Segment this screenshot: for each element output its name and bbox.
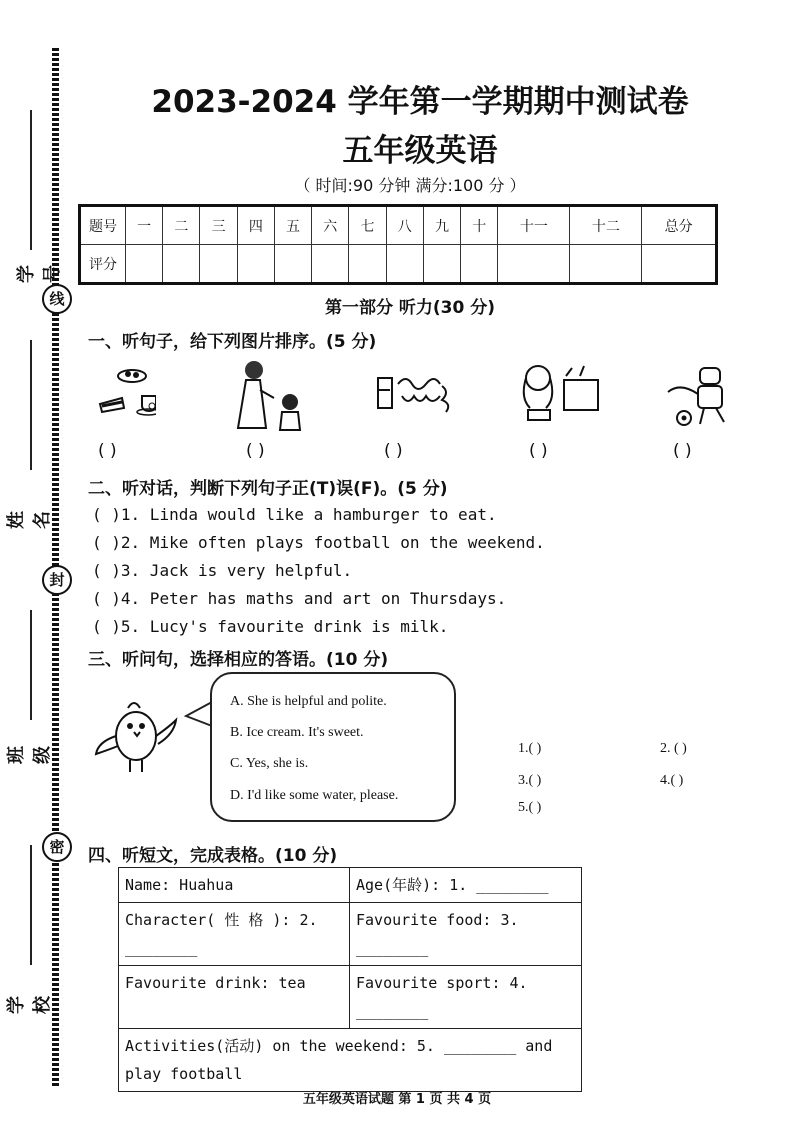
exam-subject: 五年级英语 [342, 133, 498, 169]
activities-line1: Activities(活动) on the weekend: 5. ________ and [125, 1037, 553, 1055]
picture-order-blank[interactable]: ( ) [98, 441, 117, 461]
answer-blank[interactable]: 3.( ) [518, 773, 542, 788]
binding-mark-mi: 密 [42, 832, 72, 862]
answer-blank[interactable]: 4.( ) [660, 773, 684, 788]
tf-question-text: 4. Peter has maths and art on Thursdays. [120, 589, 507, 608]
score-input-cell[interactable] [386, 245, 423, 284]
score-input-cell[interactable] [498, 245, 570, 284]
tf-question [92, 561, 352, 580]
school-rule [30, 845, 32, 965]
tf-question-text: 3. Jack is very helpful. [120, 561, 353, 580]
bird-icon [92, 696, 182, 778]
character-label: Character( 性 格 ): 2. [125, 911, 318, 929]
handwriting-picture-icon [372, 366, 458, 418]
tf-answer-blank[interactable]: ( ) [92, 617, 121, 636]
score-input-cell[interactable] [237, 245, 274, 284]
picture-order-blank[interactable]: ( ) [246, 441, 265, 461]
picture-order-blank[interactable]: ( ) [673, 441, 692, 461]
info-table [118, 867, 582, 1092]
score-cell: 十二 [570, 206, 642, 245]
score-input-cell[interactable] [642, 245, 717, 284]
tf-answer-blank[interactable]: ( ) [92, 533, 121, 552]
score-cell: 二 [163, 206, 200, 245]
tf-answer-blank[interactable]: ( ) [92, 505, 121, 524]
score-cell: 一 [126, 206, 163, 245]
tf-question-text: 5. Lucy's favourite drink is milk. [120, 617, 449, 636]
girl-drinking-icon [518, 360, 604, 422]
score-cell: 总分 [642, 206, 717, 245]
food-cell[interactable] [350, 903, 582, 966]
answer-blank[interactable]: 5.( ) [518, 800, 542, 815]
tf-question-text: 2. Mike often plays football on the weekend. [120, 533, 545, 552]
answer-option: A. She is helpful and polite. [230, 694, 387, 709]
school-label: 学 校 [6, 996, 53, 1014]
tf-question [92, 617, 448, 636]
score-cell: 五 [274, 206, 311, 245]
score-input-row [80, 245, 717, 284]
score-input-cell[interactable] [461, 245, 498, 284]
answer-blank[interactable]: 2. ( ) [660, 741, 687, 756]
drink-cell: Favourite drink: tea [119, 966, 350, 1029]
exam-info: （ 时间:90 分钟 满分:100 分 ） [294, 176, 526, 195]
tf-answer-blank[interactable]: ( ) [92, 589, 121, 608]
score-header-row [80, 206, 717, 245]
score-cell: 十 [461, 206, 498, 245]
speech-bubble [210, 672, 456, 822]
part-one-title: 第一部分 听力(30 分) [324, 298, 496, 318]
food-label: Favourite food: 3. [356, 911, 519, 929]
name-rule [30, 340, 32, 470]
answer-blank[interactable]: 1.( ) [518, 741, 542, 756]
score-input-cell[interactable] [349, 245, 386, 284]
sport-label: Favourite sport: 4. [356, 974, 528, 992]
student-id-rule [30, 110, 32, 250]
score-input-cell[interactable] [423, 245, 460, 284]
score-cell: 评分 [80, 245, 126, 284]
student-id-label: 学 号 [16, 265, 63, 283]
activities-line2: play football [125, 1065, 243, 1083]
food-blank[interactable]: ________ [356, 939, 429, 957]
tf-question [92, 589, 506, 608]
picture-order-blank[interactable]: ( ) [384, 441, 403, 461]
score-cell: 四 [237, 206, 274, 245]
binding-mark-feng: 封 [42, 565, 72, 595]
name-cell: Name: Huahua [119, 868, 350, 903]
section1-title: 一、听句子，给下列图片排序。(5 分) [88, 332, 377, 352]
food-plates-icon [96, 366, 156, 420]
exam-title: 2023-2024 学年第一学期期中测试卷 [151, 84, 689, 120]
section3-title: 三、听问句，选择相应的答语。(10 分) [88, 650, 389, 670]
character-blank[interactable]: ________ [125, 939, 198, 957]
binding-mark-xian: 线 [42, 284, 72, 314]
class-label: 班 级 [6, 746, 53, 764]
score-cell: 题号 [80, 206, 126, 245]
answer-option: B. Ice cream. It's sweet. [230, 725, 364, 740]
answer-option: C. Yes, she is. [230, 756, 309, 771]
sport-cell[interactable] [350, 966, 582, 1029]
score-input-cell[interactable] [126, 245, 163, 284]
class-rule [30, 610, 32, 720]
score-input-cell[interactable] [570, 245, 642, 284]
character-cell[interactable] [119, 903, 350, 966]
tf-question [92, 533, 545, 552]
score-cell: 六 [312, 206, 349, 245]
section2-title: 二、听对话，判断下列句子正(T)误(F)。(5 分) [88, 479, 448, 499]
name-label: 姓 名 [6, 511, 53, 529]
picture-order-blank[interactable]: ( ) [529, 441, 548, 461]
score-input-cell[interactable] [274, 245, 311, 284]
score-cell: 七 [349, 206, 386, 245]
robot-football-icon [664, 362, 740, 430]
score-input-cell[interactable] [163, 245, 200, 284]
sport-blank[interactable]: ________ [356, 1002, 429, 1020]
tf-question-text: 1. Linda would like a hamburger to eat. [120, 505, 497, 524]
score-cell: 八 [386, 206, 423, 245]
tf-answer-blank[interactable]: ( ) [92, 561, 121, 580]
mother-child-icon [228, 358, 312, 432]
page-footer: 五年级英语试题 第 1 页 共 4 页 [302, 1092, 492, 1107]
score-input-cell[interactable] [200, 245, 237, 284]
score-cell: 十一 [498, 206, 570, 245]
activities-cell[interactable] [119, 1029, 582, 1092]
score-cell: 三 [200, 206, 237, 245]
answer-option: D. I'd like some water, please. [230, 788, 399, 803]
score-input-cell[interactable] [312, 245, 349, 284]
tf-question [92, 505, 497, 524]
score-table [78, 204, 718, 285]
section4-title: 四、听短文，完成表格。(10 分) [88, 846, 338, 866]
score-cell: 九 [423, 206, 460, 245]
age-cell[interactable]: Age(年龄): 1. ________ [350, 868, 582, 903]
